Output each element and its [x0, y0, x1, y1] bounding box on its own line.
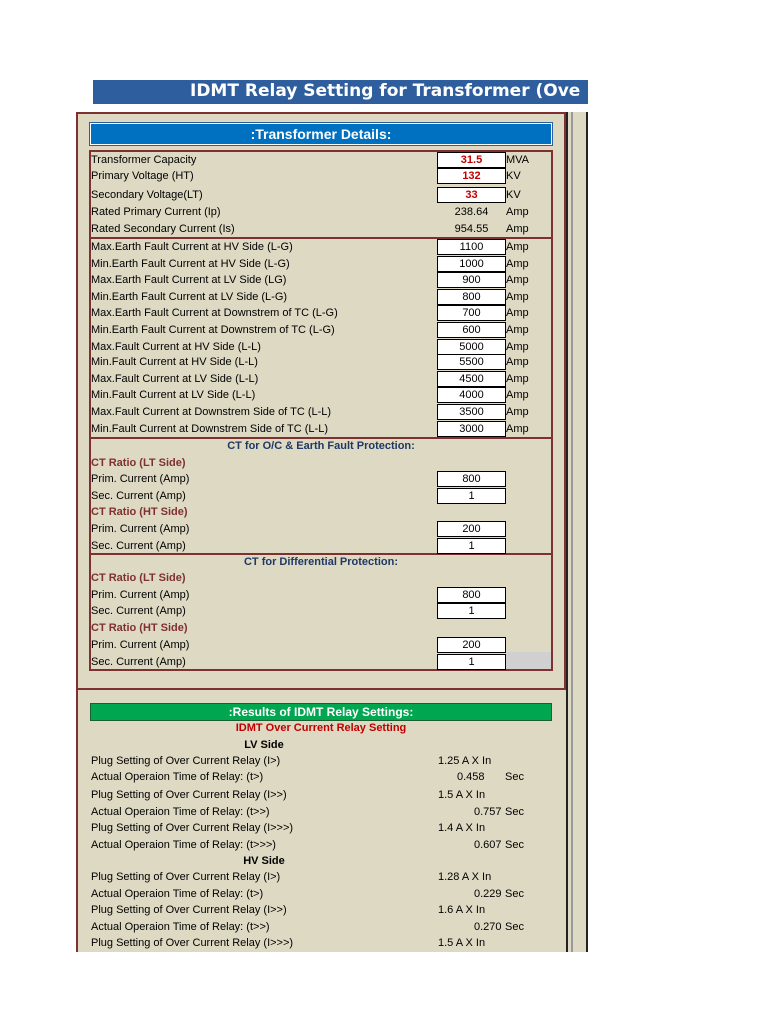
- fault-label: Min.Earth Fault Current at LV Side (L-G): [91, 291, 288, 303]
- secondary-voltage-label: Secondary Voltage(LT): [91, 189, 203, 201]
- fault-unit: Amp: [506, 423, 529, 435]
- transformer-details-header: :Transformer Details:: [90, 123, 552, 145]
- result-value: 1.6 A X In: [438, 904, 486, 916]
- result-label: Actual Operaion Time of Relay: (t>): [91, 888, 264, 900]
- fault-label: Min.Fault Current at LV Side (L-L): [91, 389, 256, 401]
- result-value: 1.25 A X In: [438, 755, 492, 767]
- fault-label: Max.Fault Current at Downstrem Side of TC (L-L): [91, 406, 332, 418]
- ct-diff-ht-prim-label: Prim. Current (Amp): [91, 639, 190, 651]
- ct-oc-heading: CT for O/C & Earth Fault Protection:: [227, 440, 415, 452]
- result-label: Plug Setting of Over Current Relay (I>>): [91, 789, 287, 801]
- result-value: 0.229: [474, 888, 502, 900]
- fault-input[interactable]: 5500: [437, 354, 506, 370]
- capacity-input[interactable]: 31.5: [437, 152, 506, 168]
- fault-unit: Amp: [506, 307, 529, 319]
- fault-label: Max.Earth Fault Current at HV Side (L-G): [91, 241, 293, 253]
- fault-input[interactable]: 3500: [437, 404, 506, 420]
- capacity-unit: MVA: [506, 154, 530, 166]
- fault-label: Max.Fault Current at LV Side (L-L): [91, 373, 259, 385]
- result-value: 0.607: [474, 839, 502, 851]
- ct-oc-lt-sec-input[interactable]: 1: [437, 488, 506, 504]
- hv-side-title: HV Side: [243, 855, 285, 867]
- result-unit: Sec: [505, 888, 524, 900]
- result-label: Plug Setting of Over Current Relay (I>): [91, 755, 281, 767]
- fault-unit: Amp: [506, 356, 529, 368]
- capacity-label: Transformer Capacity: [91, 154, 197, 166]
- fault-unit: Amp: [506, 341, 529, 353]
- fault-unit: Amp: [506, 406, 529, 418]
- ct-diff-ht-sec-input[interactable]: 1: [437, 654, 506, 670]
- fault-unit: Amp: [506, 373, 529, 385]
- ct-oc-ht-sec-label: Sec. Current (Amp): [91, 540, 186, 552]
- ct-diff-lt-prim-input[interactable]: 800: [437, 587, 506, 603]
- result-unit: Sec: [505, 839, 524, 851]
- result-label: Actual Operaion Time of Relay: (t>): [91, 771, 264, 783]
- results-subtitle: IDMT Over Current Relay Setting: [235, 722, 407, 734]
- ct-diff-ht-prim-input[interactable]: 200: [437, 637, 506, 653]
- result-unit: Sec: [505, 806, 524, 818]
- fault-input[interactable]: 600: [437, 322, 506, 338]
- lv-side-title: LV Side: [244, 739, 284, 751]
- result-label: Plug Setting of Over Current Relay (I>>>): [91, 822, 294, 834]
- result-unit: Sec: [505, 771, 524, 783]
- fault-input[interactable]: 700: [437, 305, 506, 321]
- ct-oc-ht-prim-label: Prim. Current (Amp): [91, 523, 190, 535]
- fault-unit: Amp: [506, 241, 529, 253]
- ct-diff-heading: CT for Differential Protection:: [243, 556, 398, 568]
- result-value: 0.757: [474, 806, 502, 818]
- result-value: 1.5 A X In: [438, 937, 486, 949]
- title-bar: [93, 80, 588, 104]
- result-value: 1.5 A X In: [438, 789, 486, 801]
- section-divider: [76, 688, 566, 690]
- secondary-voltage-unit: KV: [506, 189, 521, 201]
- results-header: :Results of IDMT Relay Settings:: [90, 703, 552, 721]
- ct-oc-ht-heading: CT Ratio (HT Side): [91, 506, 188, 518]
- result-value: 0.458: [457, 771, 485, 783]
- fault-input[interactable]: 800: [437, 289, 506, 305]
- ct-diff-ht-heading: CT Ratio (HT Side): [91, 622, 188, 634]
- primary-voltage-unit: KV: [506, 170, 521, 182]
- ct-oc-lt-prim-label: Prim. Current (Amp): [91, 473, 190, 485]
- ct-diff-ht-sec-label: Sec. Current (Amp): [91, 656, 186, 668]
- fault-label: Min.Fault Current at Downstrem Side of TC (L-L): [91, 423, 328, 435]
- fault-unit: Amp: [506, 324, 529, 336]
- fault-unit: Amp: [506, 291, 529, 303]
- result-label: Actual Operaion Time of Relay: (t>>>): [91, 839, 276, 851]
- primary-voltage-input[interactable]: 132: [437, 168, 506, 184]
- ct-oc-lt-heading: CT Ratio (LT Side): [91, 457, 186, 469]
- result-label: Plug Setting of Over Current Relay (I>): [91, 871, 281, 883]
- result-label: Plug Setting of Over Current Relay (I>>>): [91, 937, 294, 949]
- primary-current-value: 238.64: [454, 206, 489, 218]
- secondary-current-label: Rated Secondary Current (Is): [91, 223, 235, 235]
- secondary-current-unit: Amp: [506, 223, 529, 235]
- primary-current-unit: Amp: [506, 206, 529, 218]
- fault-input[interactable]: 5000: [437, 339, 506, 355]
- fault-input[interactable]: 900: [437, 272, 506, 288]
- fault-unit: Amp: [506, 389, 529, 401]
- fault-label: Min.Earth Fault Current at Downstrem of TC (L-G): [91, 324, 335, 336]
- fault-unit: Amp: [506, 274, 529, 286]
- fault-label: Min.Earth Fault Current at HV Side (L-G): [91, 258, 290, 270]
- fault-label: Min.Fault Current at HV Side (L-L): [91, 356, 258, 368]
- result-value: 0.270: [474, 921, 502, 933]
- primary-current-label: Rated Primary Current (Ip): [91, 206, 221, 218]
- ct-diff-lt-sec-label: Sec. Current (Amp): [91, 605, 186, 617]
- fault-input[interactable]: 3000: [437, 421, 506, 437]
- ct-oc-lt-prim-input[interactable]: 800: [437, 471, 506, 487]
- ct-oc-ht-sec-input[interactable]: 1: [437, 538, 506, 554]
- primary-voltage-label: Primary Voltage (HT): [91, 170, 194, 182]
- fault-unit: Amp: [506, 258, 529, 270]
- ct-diff-lt-heading: CT Ratio (LT Side): [91, 572, 186, 584]
- result-label: Actual Operaion Time of Relay: (t>>): [91, 806, 270, 818]
- fault-label: Max.Fault Current at HV Side (L-L): [91, 341, 261, 353]
- empty-gray-cell: [506, 652, 551, 669]
- result-label: Plug Setting of Over Current Relay (I>>): [91, 904, 287, 916]
- ct-oc-lt-sec-label: Sec. Current (Amp): [91, 490, 186, 502]
- result-value: 1.28 A X In: [438, 871, 492, 883]
- fault-input[interactable]: 1100: [437, 239, 506, 255]
- page-title: IDMT Relay Setting for Transformer (Ove: [190, 81, 581, 101]
- fault-label: Max.Earth Fault Current at Downstrem of TC (L-G): [91, 307, 338, 319]
- fault-input[interactable]: 4000: [437, 387, 506, 403]
- ct-oc-ht-prim-input[interactable]: 200: [437, 521, 506, 537]
- adjacent-column: [566, 112, 588, 952]
- secondary-voltage-input[interactable]: 33: [437, 187, 506, 203]
- ct-diff-lt-sec-input[interactable]: 1: [437, 603, 506, 619]
- result-unit: Sec: [505, 921, 524, 933]
- fault-input[interactable]: 4500: [437, 371, 506, 387]
- fault-label: Max.Earth Fault Current at LV Side (LG): [91, 274, 287, 286]
- ct-diff-lt-prim-label: Prim. Current (Amp): [91, 589, 190, 601]
- result-value: 1.4 A X In: [438, 822, 486, 834]
- secondary-current-value: 954.55: [454, 223, 489, 235]
- result-label: Actual Operaion Time of Relay: (t>>): [91, 921, 270, 933]
- fault-input[interactable]: 1000: [437, 256, 506, 272]
